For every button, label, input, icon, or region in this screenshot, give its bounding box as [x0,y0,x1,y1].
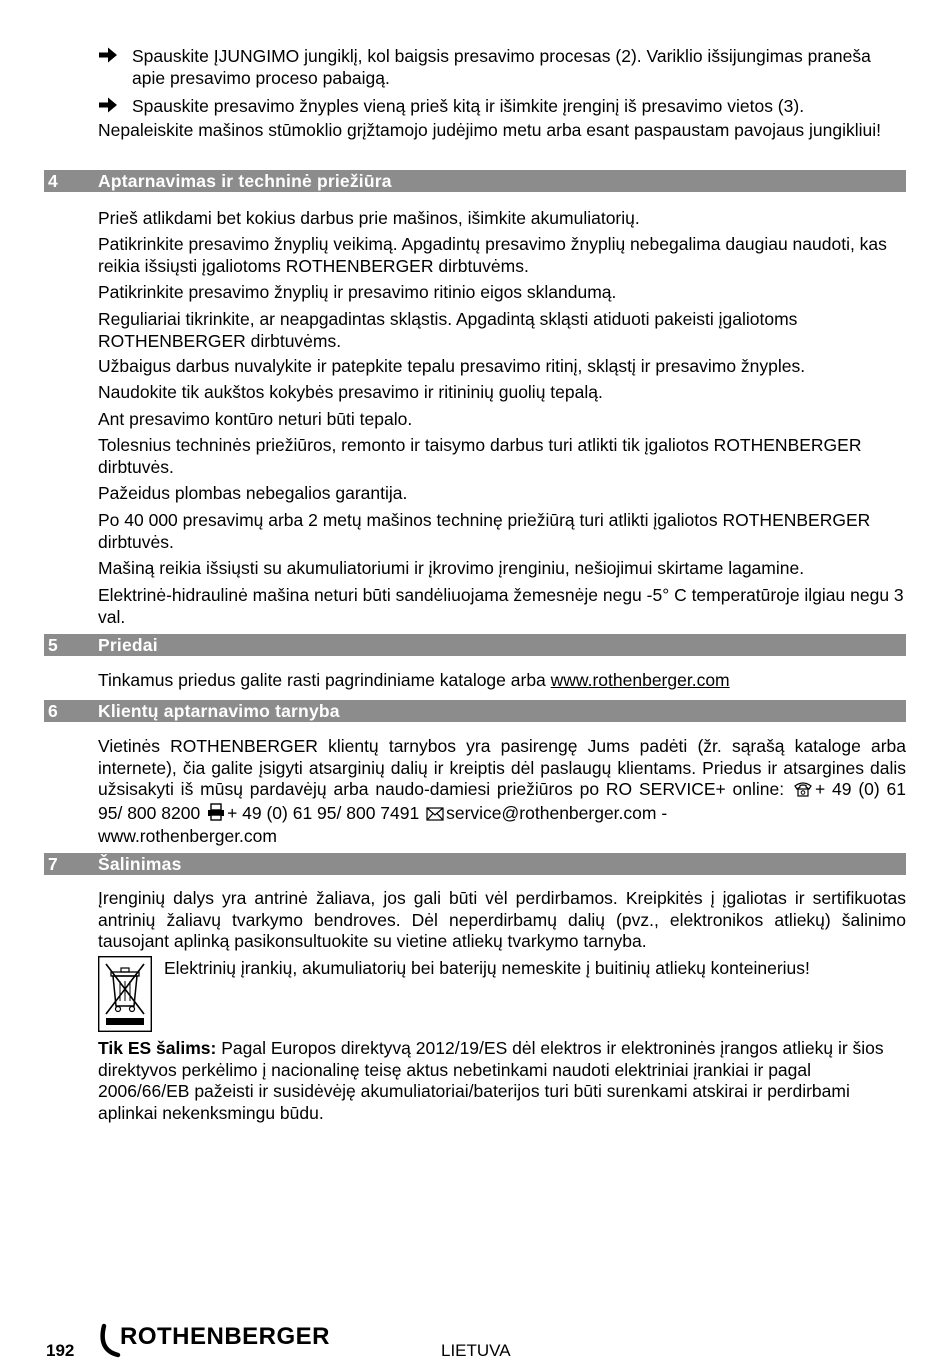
section-title: Klientų aptarnavimo tarnyba [98,701,340,721]
paragraph: Mašiną reikia išsiųsti su akumuliatoriumi ir įkrovimo įrenginiu, nešiojimui skirtame lagamine. [98,558,805,578]
mail-icon [426,805,444,827]
brand-logo-text: ROTHENBERGER [120,1323,331,1350]
service-text: Vietinės ROTHENBERGER klientų tarnybos yra pasirengę Jums padėti (žr. sąrašą kataloge arba internete), čia galite įsigyti atsarginių dalių ir kreiptis dėl paslaugų klientams. Priedus ir atsargines dalis užsisakyti iš mūsų pardavėjų arba naudo-damiesi priežiūros po RO SERVICE+ online: [98,736,906,799]
accessories-paragraph [98,670,906,692]
section-title: Aptarnavimas ir techninė priežiūra [98,171,392,191]
warning-text: Nepaleiskite mašinos stūmoklio grįžtamojo judėjimo metu arba esant paspaustam pavojaus jungikliui! [98,120,882,140]
section-header-4 [44,170,906,192]
service-website[interactable]: www.rothenberger.com [98,826,277,846]
disposal-paragraph: Įrenginių dalys yra antrinė žaliava, jos gali būti vėl perdirbamos. Kreipkitės į įgaliotas ir sertifikuotas antrinių žaliavų tvarkymo bendroves. Dėl neperdirbamų dalių (pvz., elektronikos atliekų) šalinimo tausojant aplinką pasikonsultuokite su vietine atliekų tvarkymo tarnyba. [98,888,906,951]
section-header-6 [44,700,906,722]
paragraph: Prieš atlikdami bet kokius darbus prie mašinos, išimkite akumuliatorių. [98,208,640,228]
country-label: LIETUVA [441,1341,511,1360]
section-number: 6 [48,701,58,721]
phone-icon [793,781,813,803]
fax-icon [207,803,225,827]
paragraph: Elektrinė-hidraulinė mašina neturi būti sandėliuojama žemesnėje negu -5° C temperatūroje ilgiau negu 3 val. [98,585,904,627]
service-paragraph [98,736,906,848]
crossed-bin-icon [98,956,152,1032]
arrow-right-icon [98,46,124,70]
eu-text: Pagal Europos direktyvą 2012/19/ES dėl elektros ir elektroninės įrangos atliekų ir šios direktyvos perkėlimo į nacionalinę teisę aktus nebetinkami naudoti elektriniai įrankiai ir pagal 2006/66/EB pažeisti ir susidėvėję akumuliatoriai/baterijos turi būti surenkami atskirai ir perdirbami aplinkai nekenksmingu būdu. [98,1038,884,1123]
paragraph: Naudokite tik aukštos kokybės presavimo ir ritininių guolių tepalą. [98,382,603,402]
section-number: 5 [48,635,58,655]
service-email[interactable]: service@rothenberger.com - [446,802,668,823]
page-number: 192 [46,1341,75,1360]
eu-label: Tik ES šalims: [98,1038,217,1058]
fax-number: + 49 (0) 61 95/ 800 7491 [227,802,420,823]
arrow-right-icon [98,96,124,120]
accessories-text: Tinkamus priedus galite rasti pagrindiniame kataloge arba [98,670,551,690]
section-header-7 [44,853,906,875]
paragraph: Patikrinkite presavimo žnyplių ir presavimo ritinio eigos sklandumą. [98,282,617,302]
paragraph: Pažeidus plombas nebegalios garantija. [98,483,408,503]
brand-logo [98,1322,348,1364]
website-link[interactable]: www.rothenberger.com [550,670,730,690]
weee-warning: Elektrinių įrankių, akumuliatorių bei baterijų nemeskite į buitinių atliekų konteinerius! [164,958,810,978]
section-title: Šalinimas [98,854,182,874]
phone-number: + 49 (0) 61 95/ 800 8200 [98,779,907,823]
paragraph: Tolesnius techninės priežiūros, remonto ir taisymo darbus turi atlikti tik įgaliotos ROTHENBERGER dirbtuvės. [98,435,862,477]
section-number: 4 [48,171,58,191]
eu-paragraph [98,1038,906,1124]
paragraph: Ant presavimo kontūro neturi būti tepalo. [98,409,413,429]
arrow-item-text: Spauskite ĮJUNGIMO jungiklį, kol baigsis presavimo procesas (2). Variklio išsijungimas praneša apie presavimo proceso pabaigą. [132,46,871,88]
section-header-5 [44,634,906,656]
section-number: 7 [48,854,58,874]
paragraph: Užbaigus darbus nuvalykite ir patepkite tepalu presavimo ritinį, skląstį ir presavimo žnyples. [98,356,806,376]
paragraph: Po 40 000 presavimų arba 2 metų mašinos techninę priežiūrą turi atlikti įgaliotos ROTHENBERGER dirbtuvės. [98,510,871,552]
paragraph: Patikrinkite presavimo žnyplių veikimą. Apgadintų presavimo žnyplių nebegalima daugiau naudoti, kas reikia išsiųsti įgaliotoms ROTHENBERGER dirbtuvėms. [98,234,887,276]
arrow-item-text: Spauskite presavimo žnyples vieną prieš kitą ir išimkite įrenginį iš presavimo vietos (3). [132,96,805,116]
section-title: Priedai [98,635,158,655]
paragraph: Reguliariai tikrinkite, ar neapgadintas skląstis. Apgadintą skląsti atiduoti pakeisti įgaliotoms ROTHENBERGER dirbtuvėms. [98,309,798,351]
